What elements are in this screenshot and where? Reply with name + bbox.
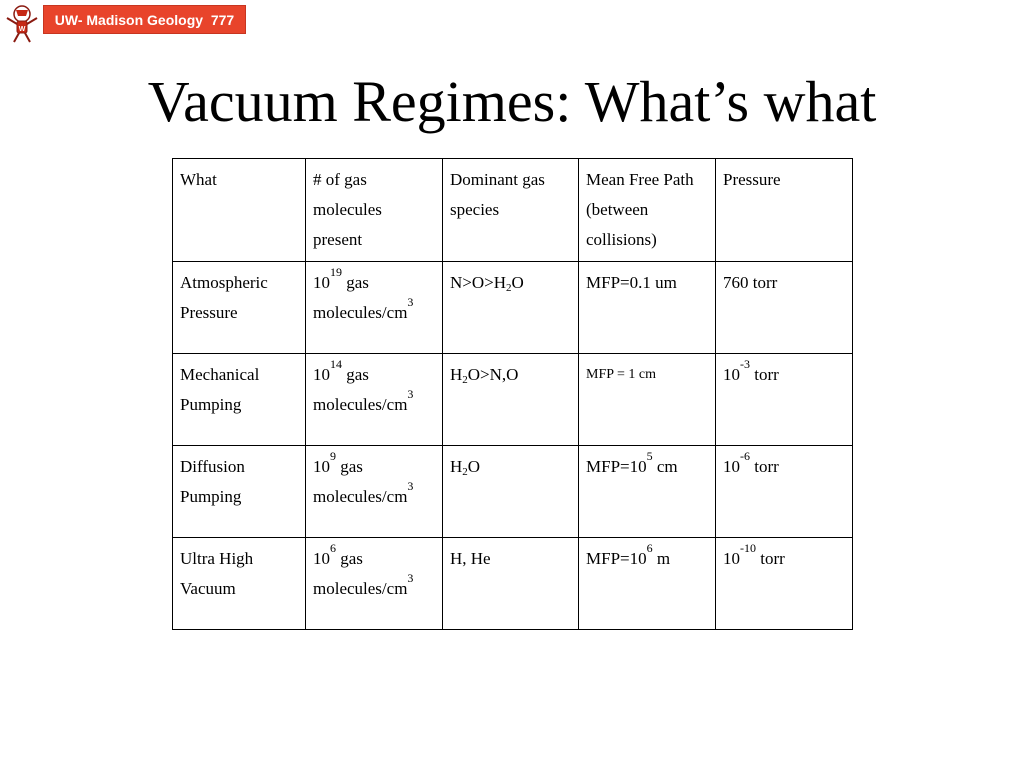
slide-title: Vacuum Regimes: What’s what	[147, 69, 877, 134]
table-row	[173, 262, 853, 354]
regime-name: Atmospheric Pressure	[173, 262, 306, 354]
pressure: 760 torr	[716, 262, 853, 354]
mean-free-path: $MFP=10^5$ cm	[579, 446, 716, 538]
table-header-row	[173, 159, 853, 262]
regime-name: Mechanical Pumping	[173, 354, 306, 446]
regime-name: Diffusion Pumping	[173, 446, 306, 538]
table-row	[173, 446, 853, 538]
mean-free-path: MFP=0.1 um	[579, 262, 716, 354]
table-row	[173, 354, 853, 446]
molecule-count: $10^{19}$ gas molecules/$cm^3$	[306, 262, 443, 354]
mean-free-path: $MFP=10^6$ m	[579, 538, 716, 630]
course-badge: UW- Madison Geology 777	[43, 5, 246, 34]
header-what: What	[173, 159, 306, 262]
table-row	[173, 538, 853, 630]
regime-name: Ultra High Vacuum	[173, 538, 306, 630]
gas-species: $H_2O>N,O$	[443, 354, 579, 446]
molecule-count: $10^{14}$ gas molecules/$cm^3$	[306, 354, 443, 446]
molecule-count: $10^6$ gas molecules/$cm^3$	[306, 538, 443, 630]
pressure: $10^{-6}$ torr	[716, 446, 853, 538]
molecule-count: $10^9$ gas molecules/$cm^3$	[306, 446, 443, 538]
gas-species: $H_2O$	[443, 446, 579, 538]
pressure: $10^{-3}$ torr	[716, 354, 853, 446]
header-molecules: # of gas molecules present	[306, 159, 443, 262]
pressure: $10^{-10}$ torr	[716, 538, 853, 630]
header-mfp: Mean Free Path (between collisions)	[579, 159, 716, 262]
vacuum-regimes-table	[172, 158, 853, 630]
mean-free-path: MFP = 1 cm	[579, 354, 716, 446]
header-species: Dominant gas species	[443, 159, 579, 262]
gas-species: H, He	[443, 538, 579, 630]
svg-text:W: W	[18, 26, 26, 33]
badger-logo-icon	[0, 0, 44, 44]
header-pressure: Pressure	[716, 159, 853, 262]
gas-species: $N>O>H_2O$	[443, 262, 579, 354]
